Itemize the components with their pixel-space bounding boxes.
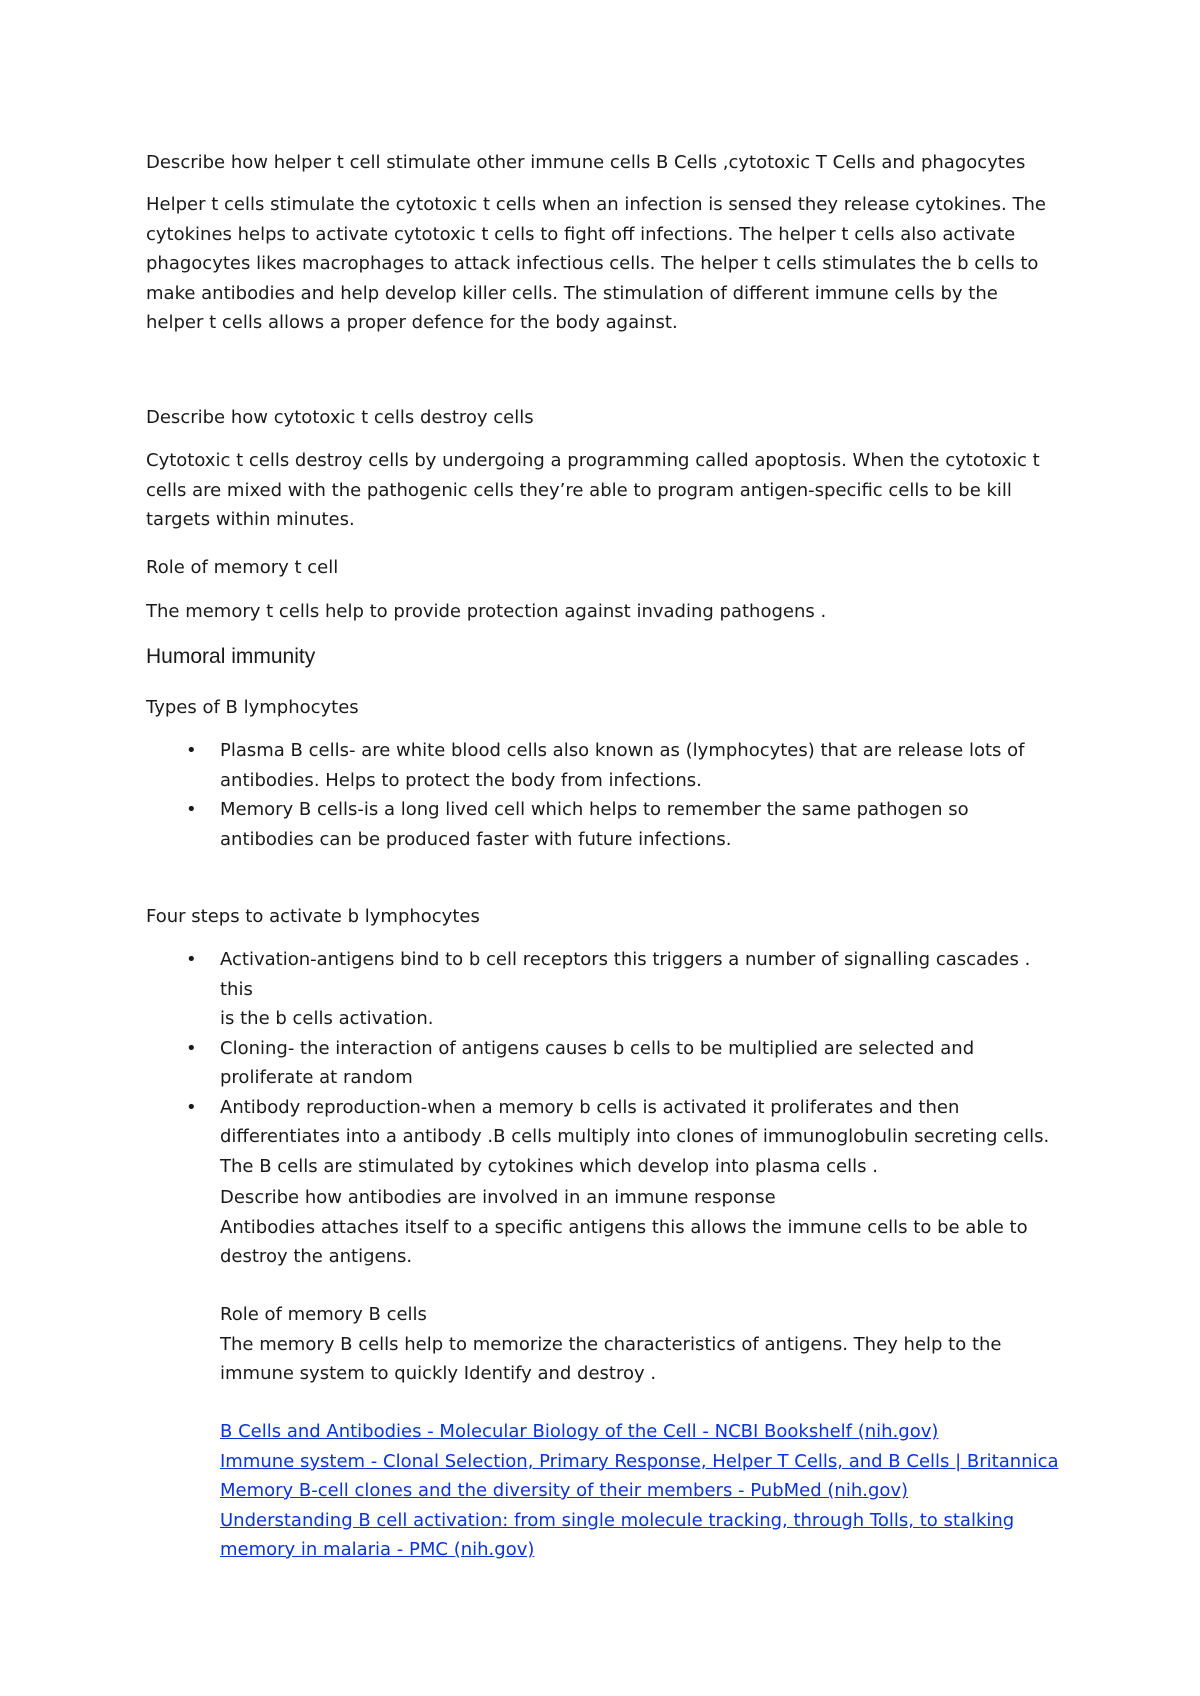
list-item xyxy=(146,1093,1066,1182)
reference-link-pmc-continued[interactable]: memory in malaria - PMC (nih.gov) xyxy=(220,1539,535,1560)
answer-cytotoxic-t-cells xyxy=(146,446,1040,535)
list-item xyxy=(146,795,1066,854)
reference-link-pmc[interactable]: Understanding B cell activation: from single molecule tracking, through Tolls, to stalking xyxy=(220,1509,1015,1531)
question-antibodies: Describe how antibodies are involved in an immune response xyxy=(220,1187,776,1208)
activation-steps-list xyxy=(146,945,1066,1181)
text-line: targets within minutes. xyxy=(146,509,355,530)
text-line: immune system to quickly Identify and destroy . xyxy=(220,1363,657,1384)
question-memory-t-cell: Role of memory t cell xyxy=(146,557,339,578)
reference-link-ncbi-bookshelf[interactable]: B Cells and Antibodies - Molecular Biology of the Cell - NCBI Bookshelf (nih.gov) xyxy=(220,1421,939,1442)
text-line: is the b cells activation. xyxy=(220,1008,434,1029)
text-line: cells are mixed with the pathogenic cells they’re able to program antigen-specific cells to be kill xyxy=(146,479,1012,501)
b-lymphocyte-types-list xyxy=(146,736,1066,854)
list-item xyxy=(146,736,1066,795)
answer-helper-t-cells xyxy=(146,190,1046,338)
bullet-icon: • xyxy=(186,949,197,970)
list-item xyxy=(146,1034,1066,1093)
question-cytotoxic-t-cells: Describe how cytotoxic t cells destroy cells xyxy=(146,407,534,428)
text-line: The B cells are stimulated by cytokines which develop into plasma cells . xyxy=(220,1155,878,1177)
answer-memory-t-cell: The memory t cells help to provide protection against invading pathogens . xyxy=(146,601,827,622)
heading-humoral-immunity: Humoral immunity xyxy=(146,645,316,668)
text-line: The memory B cells help to memorize the characteristics of antigens. They help to the xyxy=(220,1333,1002,1355)
text-line: differentiates into a antibody .B cells multiply into clones of immunoglobulin secreting cells. xyxy=(220,1126,1050,1147)
text-line: Plasma B cells- are white blood cells also known as (lymphocytes) that are release lots of xyxy=(220,740,1025,761)
text-line: destroy the antigens. xyxy=(220,1246,413,1267)
text-line: Helper t cells stimulate the cytotoxic t cells when an infection is sensed they release cytokines. The xyxy=(146,194,1046,215)
question-helper-t-cells: Describe how helper t cell stimulate other immune cells B Cells ,cytotoxic T Cells and phagocytes xyxy=(146,152,1026,173)
text-line: Activation-antigens bind to b cell receptors this triggers a number of signalling cascades . this xyxy=(220,949,1031,1000)
text-line: Antibody reproduction-when a memory b cells is activated it proliferates and then xyxy=(220,1096,960,1118)
text-line: Antibodies attaches itself to a specific antigens this allows the immune cells to be able to xyxy=(220,1216,1028,1238)
text-line: make antibodies and help develop killer cells. The stimulation of different immune cells by the xyxy=(146,282,998,304)
bullet-icon: • xyxy=(186,799,197,820)
four-steps-title: Four steps to activate b lymphocytes xyxy=(146,906,480,927)
bullet-icon: • xyxy=(186,1037,197,1059)
text-line: cytokines helps to activate cytotoxic t cells to fight off infections. The helper t cells also activate xyxy=(146,223,1016,245)
types-of-b-lymphocytes-title: Types of B lymphocytes xyxy=(146,697,359,718)
text-line: antibodies can be produced faster with future infections. xyxy=(220,828,732,850)
antibodies-section xyxy=(220,1183,1028,1272)
text-line: antibodies. Helps to protect the body from infections. xyxy=(220,769,702,791)
list-item xyxy=(146,945,1066,1034)
text-line: proliferate at random xyxy=(220,1067,413,1088)
text-line: Memory B cells-is a long lived cell which helps to remember the same pathogen so xyxy=(220,799,969,820)
text-line: helper t cells allows a proper defence for the body against. xyxy=(146,312,678,333)
question-memory-b-cells: Role of memory B cells xyxy=(220,1304,427,1325)
bullet-icon: • xyxy=(186,740,197,761)
reference-link-britannica[interactable]: Immune system - Clonal Selection, Primary Response, Helper T Cells, and B Cells | Britannica xyxy=(220,1450,1059,1472)
bullet-icon: • xyxy=(186,1096,197,1118)
text-line: Cytotoxic t cells destroy cells by undergoing a programming called apoptosis. When the cytotoxic t xyxy=(146,450,1040,471)
memory-b-cells-section xyxy=(220,1300,1002,1389)
text-line: phagocytes likes macrophages to attack infectious cells. The helper t cells stimulates the b cells to xyxy=(146,253,1039,274)
references-list xyxy=(220,1417,1059,1565)
reference-link-pubmed[interactable]: Memory B-cell clones and the diversity of their members - PubMed (nih.gov) xyxy=(220,1480,909,1501)
text-line: Cloning- the interaction of antigens causes b cells to be multiplied are selected and xyxy=(220,1037,975,1059)
